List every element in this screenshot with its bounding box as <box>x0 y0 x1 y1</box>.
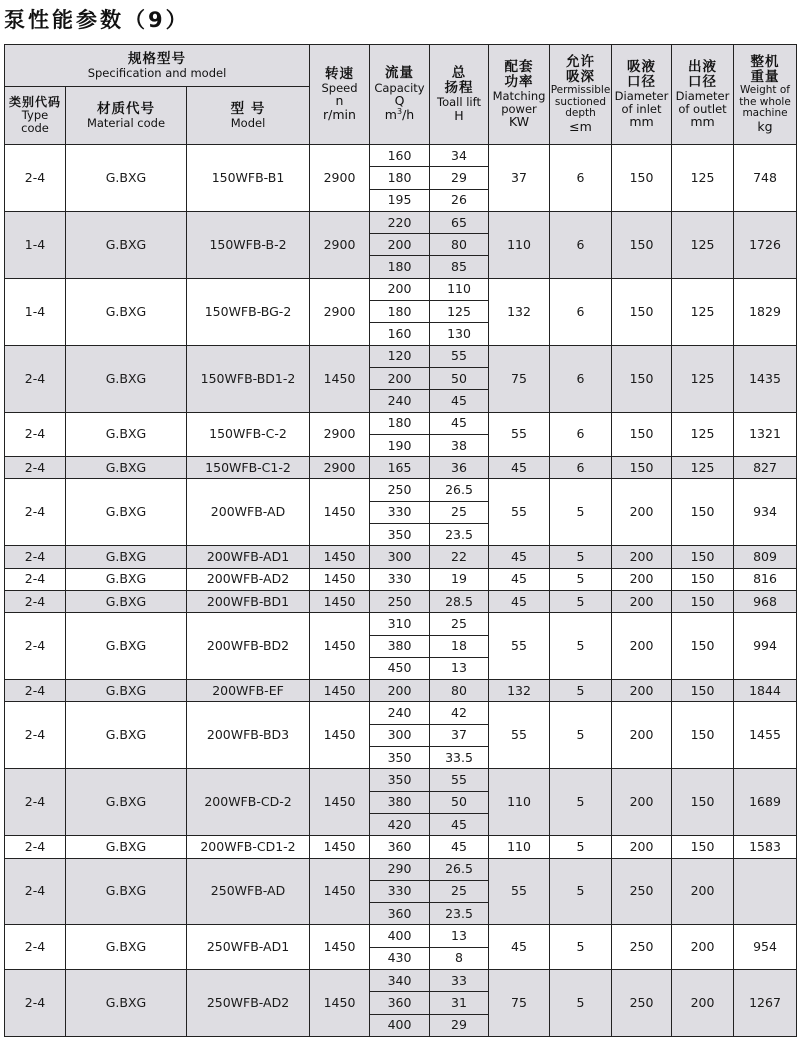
capacity-cell: 200 <box>370 234 430 256</box>
outlet-diameter-cell: 200 <box>672 858 734 925</box>
type-code-cell: 2-4 <box>5 858 66 925</box>
material-code-cell: G.BXG <box>66 925 187 970</box>
outlet-diameter-cell: 150 <box>672 769 734 836</box>
power-cell: 75 <box>489 969 550 1036</box>
model-cell: 200WFB-AD2 <box>187 568 310 590</box>
speed-cell: 1450 <box>310 969 370 1036</box>
power-cell: 55 <box>489 858 550 925</box>
inlet-diameter-cell: 250 <box>612 925 672 970</box>
header-outlet-diameter: 出液 口径 Diameter of outlet mm <box>672 45 734 145</box>
type-code-cell: 2-4 <box>5 969 66 1036</box>
weight-cell: 1321 <box>734 412 797 457</box>
lift-cell: 37 <box>430 724 489 746</box>
speed-cell: 1450 <box>310 702 370 769</box>
capacity-cell: 340 <box>370 969 430 991</box>
outlet-diameter-cell: 150 <box>672 680 734 702</box>
capacity-cell: 160 <box>370 145 430 167</box>
model-cell: 150WFB-C-2 <box>187 412 310 457</box>
header-machine-weight: 整机 重量 Weight of the whole machine kg <box>734 45 797 145</box>
type-code-cell: 2-4 <box>5 145 66 212</box>
power-cell: 132 <box>489 680 550 702</box>
speed-cell: 2900 <box>310 145 370 212</box>
table-row <box>5 836 797 858</box>
page-title: 泵性能参数（9） <box>4 8 190 32</box>
inlet-diameter-cell: 200 <box>612 680 672 702</box>
capacity-cell: 195 <box>370 189 430 211</box>
power-cell: 55 <box>489 479 550 546</box>
table-row <box>5 590 797 612</box>
weight-cell: 968 <box>734 590 797 612</box>
speed-cell: 1450 <box>310 769 370 836</box>
outlet-diameter-cell: 125 <box>672 278 734 345</box>
lift-cell: 19 <box>430 568 489 590</box>
capacity-cell: 200 <box>370 278 430 300</box>
capacity-cell: 240 <box>370 390 430 412</box>
suction-depth-cell: 6 <box>550 145 612 212</box>
weight-cell <box>734 858 797 925</box>
header-speed: 转速 Speed n r/min <box>310 45 370 145</box>
table-row <box>5 345 797 367</box>
model-cell: 200WFB-AD1 <box>187 546 310 568</box>
material-code-cell: G.BXG <box>66 457 187 479</box>
power-cell: 110 <box>489 211 550 278</box>
lift-cell: 38 <box>430 434 489 456</box>
material-code-cell: G.BXG <box>66 412 187 457</box>
header-model: 型 号 Model <box>187 87 310 145</box>
weight-cell: 748 <box>734 145 797 212</box>
inlet-diameter-cell: 200 <box>612 836 672 858</box>
power-cell: 45 <box>489 925 550 970</box>
header-suction-depth: 允许 吸深 Permissible suctioned depth ≤m <box>550 45 612 145</box>
type-code-cell: 2-4 <box>5 590 66 612</box>
lift-cell: 18 <box>430 635 489 657</box>
weight-cell: 1829 <box>734 278 797 345</box>
inlet-diameter-cell: 250 <box>612 969 672 1036</box>
model-cell: 200WFB-BD1 <box>187 590 310 612</box>
model-cell: 250WFB-AD <box>187 858 310 925</box>
inlet-diameter-cell: 150 <box>612 345 672 412</box>
capacity-cell: 180 <box>370 167 430 189</box>
speed-cell: 1450 <box>310 479 370 546</box>
power-cell: 110 <box>489 836 550 858</box>
capacity-cell: 200 <box>370 367 430 389</box>
material-code-cell: G.BXG <box>66 345 187 412</box>
suction-depth-cell: 5 <box>550 969 612 1036</box>
lift-cell: 55 <box>430 769 489 791</box>
weight-cell: 954 <box>734 925 797 970</box>
material-code-cell: G.BXG <box>66 969 187 1036</box>
inlet-diameter-cell: 200 <box>612 479 672 546</box>
capacity-cell: 310 <box>370 613 430 635</box>
pump-performance-table <box>4 44 797 1037</box>
table-row <box>5 546 797 568</box>
capacity-cell: 180 <box>370 301 430 323</box>
suction-depth-cell: 5 <box>550 702 612 769</box>
material-code-cell: G.BXG <box>66 546 187 568</box>
suction-depth-cell: 5 <box>550 858 612 925</box>
speed-cell: 2900 <box>310 211 370 278</box>
suction-depth-cell: 6 <box>550 278 612 345</box>
lift-cell: 28.5 <box>430 590 489 612</box>
table-row <box>5 702 797 724</box>
lift-cell: 26.5 <box>430 858 489 880</box>
capacity-cell: 380 <box>370 635 430 657</box>
power-cell: 55 <box>489 702 550 769</box>
suction-depth-cell: 5 <box>550 590 612 612</box>
material-code-cell: G.BXG <box>66 836 187 858</box>
power-cell: 55 <box>489 613 550 680</box>
speed-cell: 2900 <box>310 412 370 457</box>
material-code-cell: G.BXG <box>66 568 187 590</box>
lift-cell: 26.5 <box>430 479 489 501</box>
lift-cell: 34 <box>430 145 489 167</box>
weight-cell: 1583 <box>734 836 797 858</box>
capacity-cell: 120 <box>370 345 430 367</box>
capacity-cell: 190 <box>370 434 430 456</box>
inlet-diameter-cell: 150 <box>612 211 672 278</box>
outlet-diameter-cell: 125 <box>672 457 734 479</box>
outlet-diameter-cell: 125 <box>672 345 734 412</box>
lift-cell: 8 <box>430 947 489 969</box>
material-code-cell: G.BXG <box>66 613 187 680</box>
material-code-cell: G.BXG <box>66 479 187 546</box>
lift-cell: 65 <box>430 211 489 233</box>
header-capacity: 流量 Capacity Q $m^3/h$ <box>370 45 430 145</box>
outlet-diameter-cell: 125 <box>672 211 734 278</box>
capacity-cell: 200 <box>370 680 430 702</box>
model-cell: 150WFB-C1-2 <box>187 457 310 479</box>
weight-cell: 1726 <box>734 211 797 278</box>
suction-depth-cell: 5 <box>550 546 612 568</box>
lift-cell: 33 <box>430 969 489 991</box>
outlet-diameter-cell: 125 <box>672 412 734 457</box>
capacity-cell: 350 <box>370 524 430 546</box>
suction-depth-cell: 6 <box>550 457 612 479</box>
type-code-cell: 2-4 <box>5 613 66 680</box>
suction-depth-cell: 5 <box>550 925 612 970</box>
outlet-diameter-cell: 150 <box>672 546 734 568</box>
type-code-cell: 2-4 <box>5 546 66 568</box>
lift-cell: 45 <box>430 813 489 835</box>
suction-depth-cell: 6 <box>550 345 612 412</box>
inlet-diameter-cell: 150 <box>612 412 672 457</box>
capacity-cell: 240 <box>370 702 430 724</box>
inlet-diameter-cell: 200 <box>612 702 672 769</box>
model-cell: 150WFB-B-2 <box>187 211 310 278</box>
suction-depth-cell: 6 <box>550 211 612 278</box>
weight-cell: 1455 <box>734 702 797 769</box>
inlet-diameter-cell: 150 <box>612 278 672 345</box>
capacity-cell: 400 <box>370 1014 430 1036</box>
outlet-diameter-cell: 125 <box>672 145 734 212</box>
speed-cell: 1450 <box>310 680 370 702</box>
capacity-cell: 330 <box>370 501 430 523</box>
speed-cell: 1450 <box>310 613 370 680</box>
material-code-cell: G.BXG <box>66 211 187 278</box>
model-cell: 200WFB-BD3 <box>187 702 310 769</box>
type-code-cell: 2-4 <box>5 345 66 412</box>
speed-cell: 2900 <box>310 278 370 345</box>
weight-cell: 1267 <box>734 969 797 1036</box>
suction-depth-cell: 5 <box>550 568 612 590</box>
type-code-cell: 1-4 <box>5 278 66 345</box>
table-row <box>5 769 797 791</box>
inlet-diameter-cell: 200 <box>612 590 672 612</box>
material-code-cell: G.BXG <box>66 858 187 925</box>
lift-cell: 36 <box>430 457 489 479</box>
lift-cell: 50 <box>430 367 489 389</box>
type-code-cell: 2-4 <box>5 457 66 479</box>
table-row <box>5 613 797 635</box>
power-cell: 75 <box>489 345 550 412</box>
power-cell: 55 <box>489 412 550 457</box>
capacity-cell: 250 <box>370 479 430 501</box>
table-row <box>5 457 797 479</box>
power-cell: 37 <box>489 145 550 212</box>
lift-cell: 25 <box>430 880 489 902</box>
lift-cell: 31 <box>430 992 489 1014</box>
lift-cell: 50 <box>430 791 489 813</box>
outlet-diameter-cell: 200 <box>672 925 734 970</box>
capacity-cell: 420 <box>370 813 430 835</box>
weight-cell: 816 <box>734 568 797 590</box>
header-total-lift: 总 扬程 Toall lift H <box>430 45 489 145</box>
power-cell: 45 <box>489 546 550 568</box>
outlet-diameter-cell: 150 <box>672 613 734 680</box>
material-code-cell: G.BXG <box>66 590 187 612</box>
outlet-diameter-cell: 150 <box>672 479 734 546</box>
lift-cell: 33.5 <box>430 747 489 769</box>
lift-cell: 13 <box>430 925 489 947</box>
table-row <box>5 568 797 590</box>
inlet-diameter-cell: 150 <box>612 145 672 212</box>
outlet-diameter-cell: 150 <box>672 590 734 612</box>
header-material-code: 材质代号 Material code <box>66 87 187 145</box>
speed-cell: 1450 <box>310 858 370 925</box>
capacity-cell: 400 <box>370 925 430 947</box>
inlet-diameter-cell: 250 <box>612 858 672 925</box>
suction-depth-cell: 5 <box>550 769 612 836</box>
lift-cell: 80 <box>430 680 489 702</box>
weight-cell: 827 <box>734 457 797 479</box>
type-code-cell: 2-4 <box>5 925 66 970</box>
suction-depth-cell: 5 <box>550 680 612 702</box>
lift-cell: 25 <box>430 501 489 523</box>
model-cell: 250WFB-AD2 <box>187 969 310 1036</box>
weight-cell: 994 <box>734 613 797 680</box>
capacity-cell: 430 <box>370 947 430 969</box>
speed-cell: 1450 <box>310 925 370 970</box>
power-cell: 110 <box>489 769 550 836</box>
speed-cell: 2900 <box>310 457 370 479</box>
suction-depth-cell: 6 <box>550 412 612 457</box>
lift-cell: 125 <box>430 301 489 323</box>
capacity-cell: 350 <box>370 747 430 769</box>
lift-cell: 130 <box>430 323 489 345</box>
capacity-cell: 180 <box>370 412 430 434</box>
inlet-diameter-cell: 150 <box>612 457 672 479</box>
lift-cell: 29 <box>430 1014 489 1036</box>
lift-cell: 110 <box>430 278 489 300</box>
lift-cell: 80 <box>430 234 489 256</box>
weight-cell: 1689 <box>734 769 797 836</box>
table-row <box>5 969 797 991</box>
type-code-cell: 2-4 <box>5 836 66 858</box>
header-inlet-diameter: 吸液 口径 Diameter of inlet mm <box>612 45 672 145</box>
weight-cell: 809 <box>734 546 797 568</box>
model-cell: 200WFB-AD <box>187 479 310 546</box>
model-cell: 150WFB-BG-2 <box>187 278 310 345</box>
suction-depth-cell: 5 <box>550 479 612 546</box>
type-code-cell: 2-4 <box>5 479 66 546</box>
model-cell: 150WFB-BD1-2 <box>187 345 310 412</box>
lift-cell: 13 <box>430 657 489 679</box>
weight-cell: 934 <box>734 479 797 546</box>
capacity-cell: 300 <box>370 546 430 568</box>
outlet-diameter-cell: 150 <box>672 568 734 590</box>
material-code-cell: G.BXG <box>66 769 187 836</box>
type-code-cell: 2-4 <box>5 702 66 769</box>
speed-cell: 1450 <box>310 568 370 590</box>
capacity-cell: 360 <box>370 903 430 925</box>
type-code-cell: 2-4 <box>5 769 66 836</box>
lift-cell: 29 <box>430 167 489 189</box>
capacity-cell: 450 <box>370 657 430 679</box>
weight-cell: 1844 <box>734 680 797 702</box>
header-type-code: 类别代码 Type code <box>5 87 66 145</box>
model-cell: 200WFB-CD1-2 <box>187 836 310 858</box>
capacity-cell: 330 <box>370 880 430 902</box>
inlet-diameter-cell: 200 <box>612 568 672 590</box>
inlet-diameter-cell: 200 <box>612 613 672 680</box>
lift-cell: 45 <box>430 412 489 434</box>
power-cell: 45 <box>489 568 550 590</box>
lift-cell: 26 <box>430 189 489 211</box>
power-cell: 45 <box>489 457 550 479</box>
type-code-cell: 2-4 <box>5 680 66 702</box>
lift-cell: 45 <box>430 836 489 858</box>
model-cell: 200WFB-EF <box>187 680 310 702</box>
material-code-cell: G.BXG <box>66 278 187 345</box>
outlet-diameter-cell: 150 <box>672 702 734 769</box>
table-row <box>5 145 797 167</box>
lift-cell: 42 <box>430 702 489 724</box>
capacity-cell: 330 <box>370 568 430 590</box>
capacity-cell: 300 <box>370 724 430 746</box>
capacity-cell: 380 <box>370 791 430 813</box>
type-code-cell: 2-4 <box>5 568 66 590</box>
outlet-diameter-cell: 200 <box>672 969 734 1036</box>
outlet-diameter-cell: 150 <box>672 836 734 858</box>
table-row <box>5 412 797 434</box>
capacity-cell: 180 <box>370 256 430 278</box>
lift-cell: 85 <box>430 256 489 278</box>
material-code-cell: G.BXG <box>66 702 187 769</box>
speed-cell: 1450 <box>310 546 370 568</box>
capacity-cell: 220 <box>370 211 430 233</box>
material-code-cell: G.BXG <box>66 680 187 702</box>
lift-cell: 25 <box>430 613 489 635</box>
weight-cell: 1435 <box>734 345 797 412</box>
capacity-cell: 360 <box>370 992 430 1014</box>
suction-depth-cell: 5 <box>550 836 612 858</box>
speed-cell: 1450 <box>310 836 370 858</box>
power-cell: 45 <box>489 590 550 612</box>
model-cell: 250WFB-AD1 <box>187 925 310 970</box>
material-code-cell: G.BXG <box>66 145 187 212</box>
table-row <box>5 680 797 702</box>
power-cell: 132 <box>489 278 550 345</box>
capacity-cell: 360 <box>370 836 430 858</box>
table-row <box>5 211 797 233</box>
capacity-cell: 350 <box>370 769 430 791</box>
speed-cell: 1450 <box>310 590 370 612</box>
lift-cell: 23.5 <box>430 903 489 925</box>
inlet-diameter-cell: 200 <box>612 546 672 568</box>
capacity-cell: 160 <box>370 323 430 345</box>
model-cell: 200WFB-CD-2 <box>187 769 310 836</box>
inlet-diameter-cell: 200 <box>612 769 672 836</box>
header-matching-power: 配套 功率 Matching power KW <box>489 45 550 145</box>
lift-cell: 45 <box>430 390 489 412</box>
header-spec-group: 规格型号 Specification and model <box>5 45 310 87</box>
capacity-cell: 165 <box>370 457 430 479</box>
table-row <box>5 278 797 300</box>
speed-cell: 1450 <box>310 345 370 412</box>
type-code-cell: 2-4 <box>5 412 66 457</box>
model-cell: 150WFB-B1 <box>187 145 310 212</box>
lift-cell: 22 <box>430 546 489 568</box>
capacity-cell: 250 <box>370 590 430 612</box>
model-cell: 200WFB-BD2 <box>187 613 310 680</box>
suction-depth-cell: 5 <box>550 613 612 680</box>
capacity-cell: 290 <box>370 858 430 880</box>
table-row <box>5 858 797 880</box>
lift-cell: 55 <box>430 345 489 367</box>
table-row <box>5 479 797 501</box>
lift-cell: 23.5 <box>430 524 489 546</box>
table-row <box>5 925 797 947</box>
type-code-cell: 1-4 <box>5 211 66 278</box>
